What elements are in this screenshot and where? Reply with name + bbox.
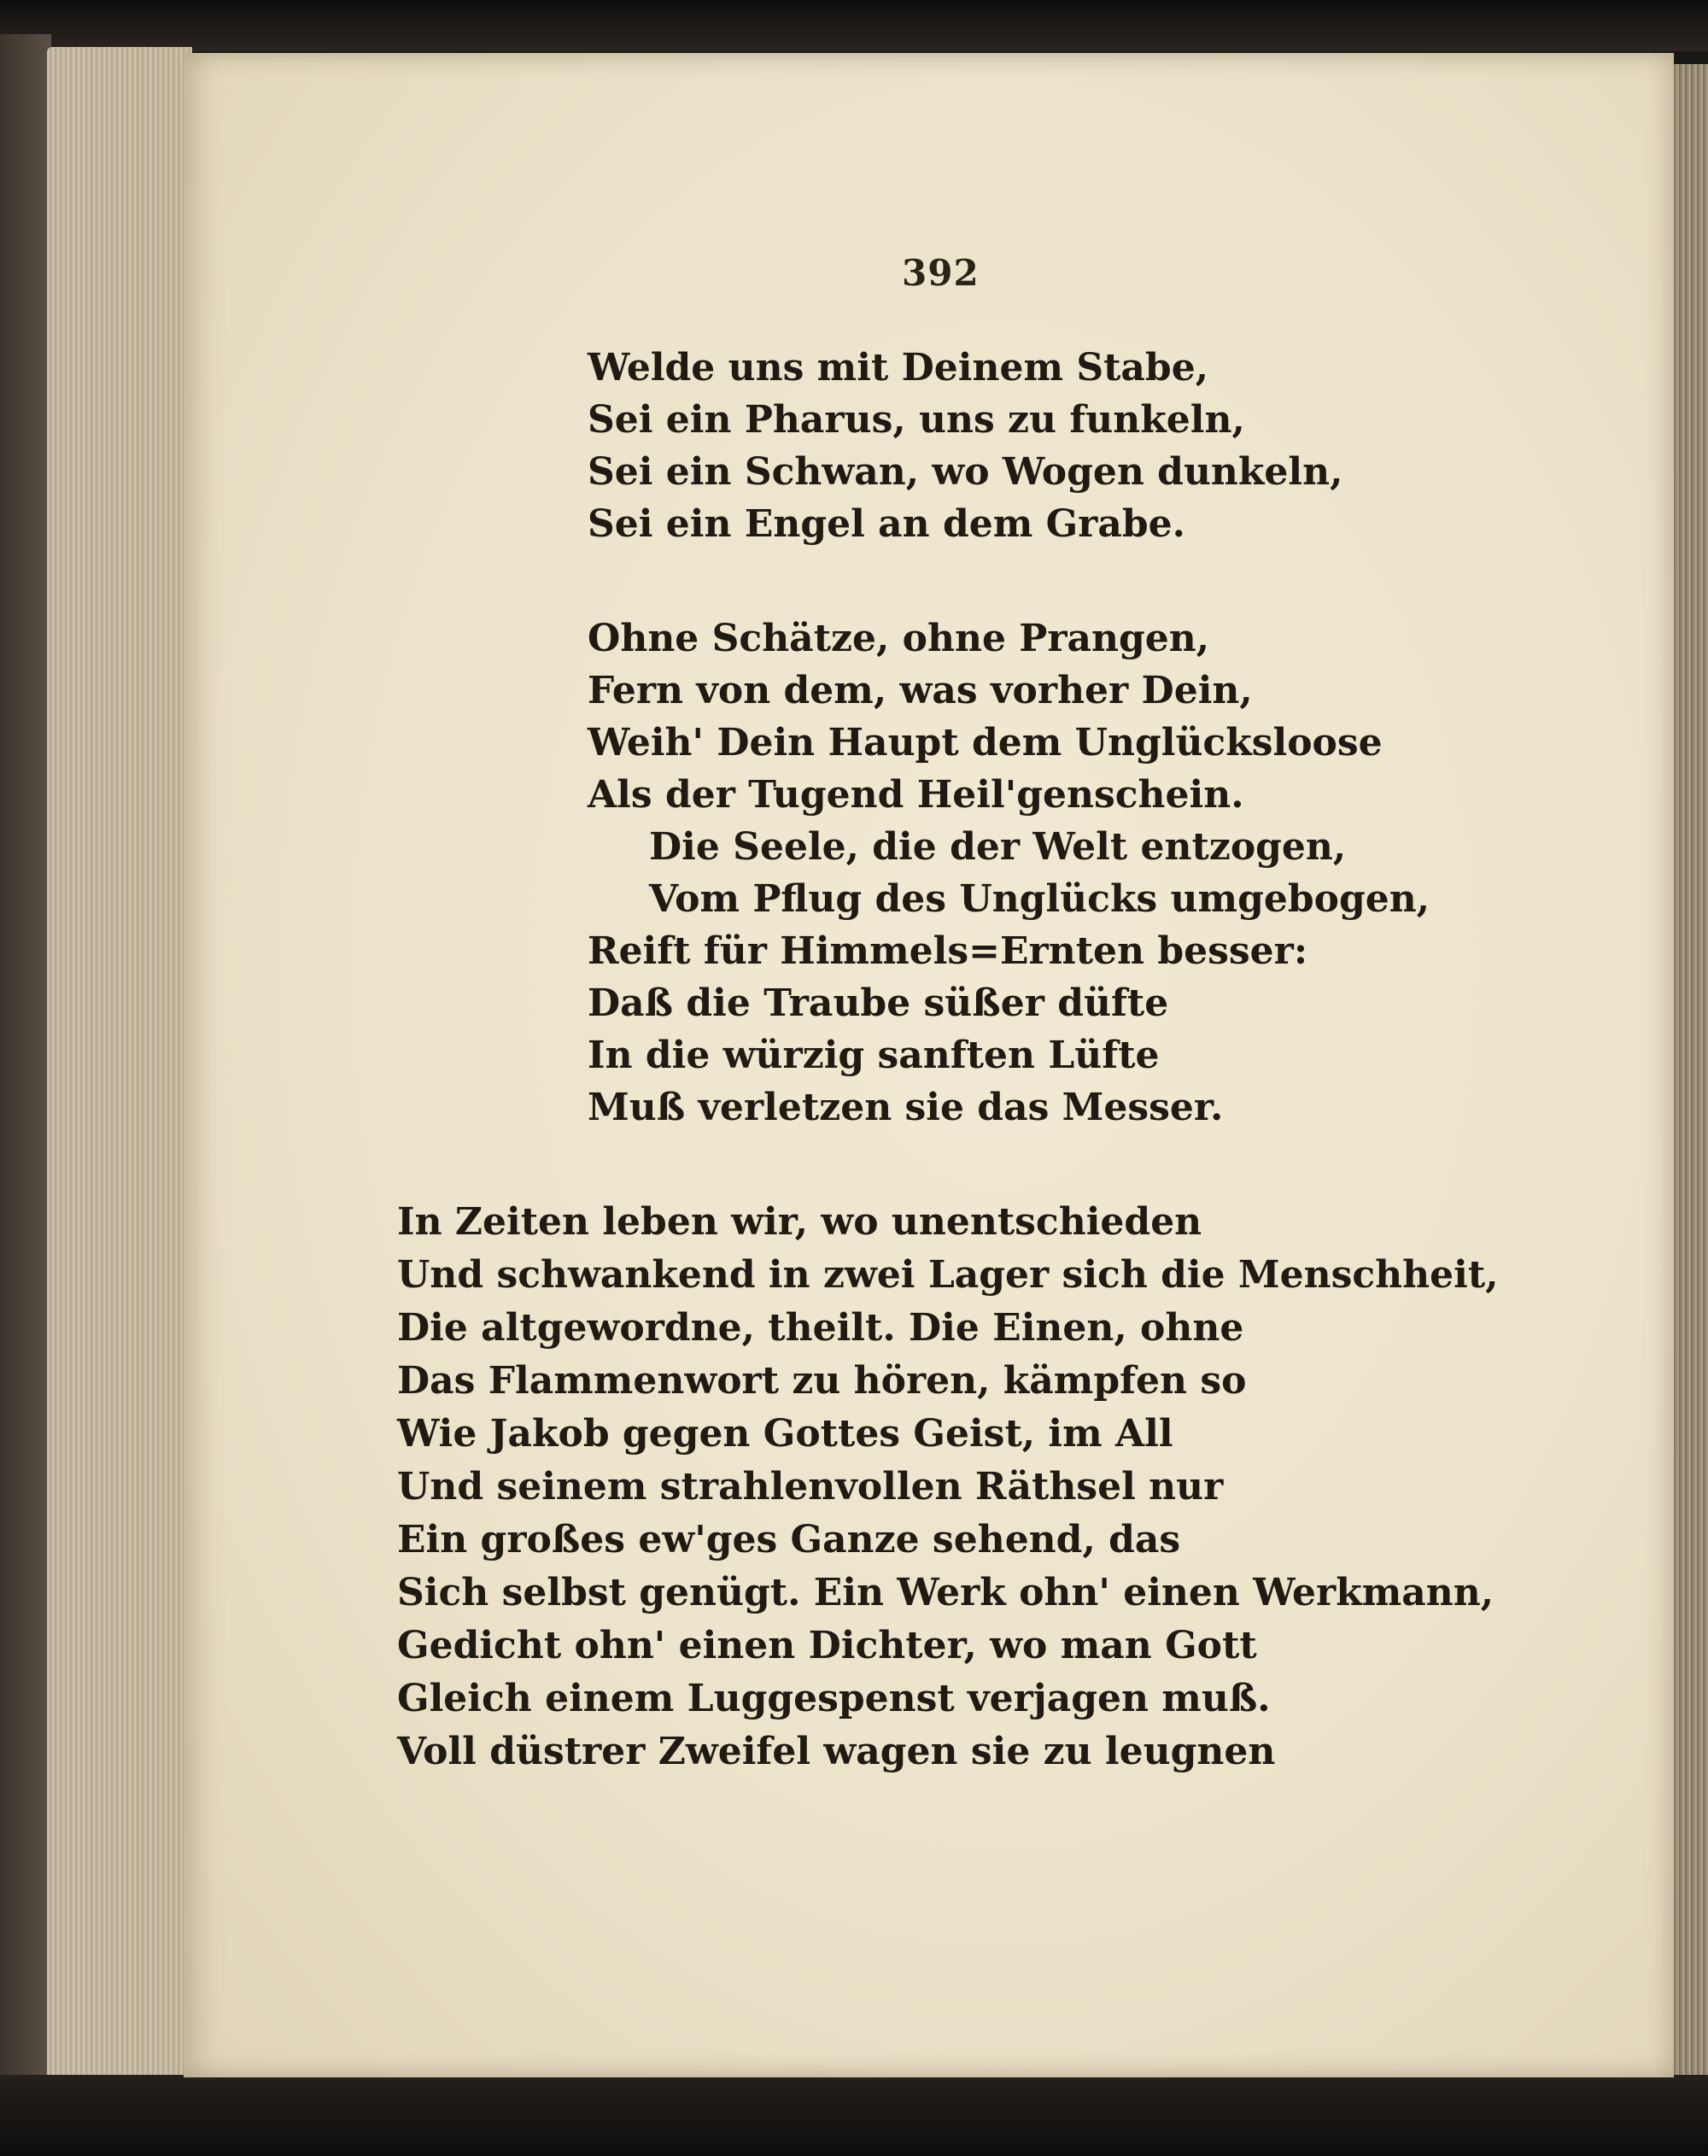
verse-line: Sei ein Pharus, uns zu funkeln,	[588, 398, 1245, 442]
verse-line: Die altgewordne, theilt. Die Einen, ohne	[397, 1306, 1244, 1350]
book-cover-left-edge	[0, 34, 51, 2084]
page-number: 392	[902, 252, 980, 294]
verse-line: Gedicht ohn' einen Dichter, wo man Gott	[397, 1624, 1257, 1667]
verse-line: Reift für Himmels=Ernten besser:	[588, 929, 1308, 973]
page-stack-right	[1670, 64, 1708, 2089]
verse-line: Ohne Schätze, ohne Prangen,	[588, 617, 1210, 660]
verse-line: Fern von dem, was vorher Dein,	[588, 669, 1253, 712]
verse-line: Muß verletzen sie das Messer.	[588, 1086, 1224, 1129]
verse-line: Ein großes ew'ges Ganze sehend, das	[397, 1518, 1181, 1561]
verse-line: Und seinem strahlenvollen Räthsel nur	[397, 1465, 1224, 1509]
book-cover-top-edge	[0, 0, 1708, 51]
verse-line: Sich selbst genügt. Ein Werk ohn' einen Werkmann,	[397, 1571, 1494, 1614]
page-stack-left	[47, 47, 192, 2080]
verse-line: Welde uns mit Deinem Stabe,	[588, 346, 1209, 390]
stanza-3	[397, 1196, 1499, 1778]
verse-line: Das Flammenwort zu hören, kämpfen so	[397, 1359, 1247, 1403]
verse-line: Sei ein Schwan, wo Wogen dunkeln,	[588, 450, 1343, 494]
verse-line: Sei ein Engel an dem Grabe.	[588, 502, 1185, 546]
book-cover-bottom-edge	[0, 2075, 1708, 2156]
verse-line: Vom Pflug des Unglücks umgebogen,	[649, 877, 1430, 921]
verse-line: In Zeiten leben wir, wo unentschieden	[397, 1200, 1202, 1244]
stanza-2	[588, 612, 1430, 1134]
verse-line: Wie Jakob gegen Gottes Geist, im All	[397, 1412, 1173, 1456]
verse-line: In die würzig sanften Lüfte	[588, 1034, 1160, 1077]
verse-line: Weih' Dein Haupt dem Unglücksloose	[588, 721, 1383, 765]
verse-line: Und schwankend in zwei Lager sich die Menschheit,	[397, 1253, 1499, 1297]
verse-line: Gleich einem Luggespenst verjagen muß.	[397, 1677, 1271, 1720]
verse-line: Voll düstrer Zweifel wagen sie zu leugnen	[397, 1730, 1276, 1773]
verse-line: Die Seele, die der Welt entzogen,	[649, 825, 1347, 869]
stanza-1	[588, 342, 1342, 550]
verse-line: Daß die Traube süßer düfte	[588, 981, 1169, 1025]
verse-line: Als der Tugend Heil'genschein.	[588, 773, 1244, 817]
